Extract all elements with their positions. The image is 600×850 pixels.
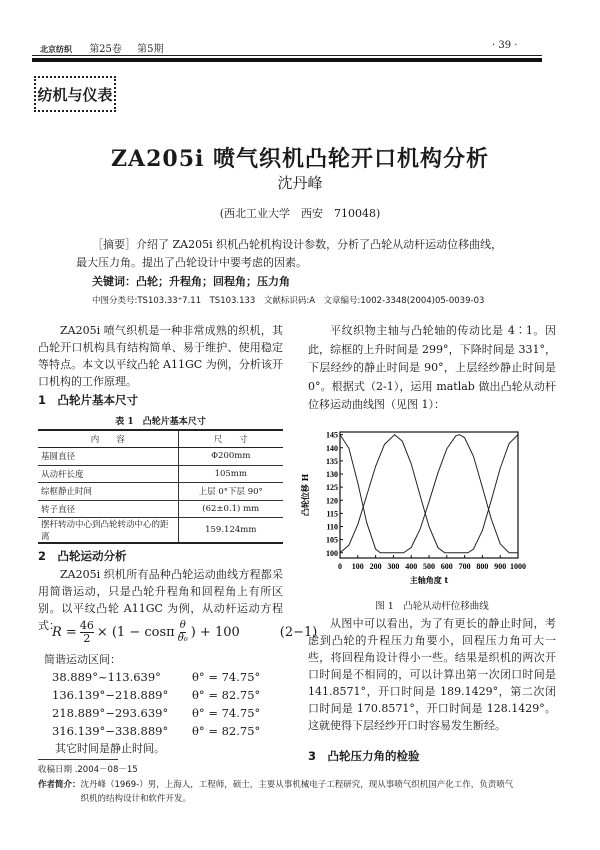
formula-mid: × (1 − cosπ bbox=[96, 625, 175, 640]
table-header: 内 容 bbox=[38, 430, 178, 448]
table-cell: 从动杆长度 bbox=[38, 465, 178, 483]
interval-range: 136.139°−218.889° bbox=[52, 688, 169, 702]
intervals-list bbox=[52, 668, 260, 740]
section-badge: 纺机与仪表 bbox=[34, 76, 116, 112]
x-tick-label: 300 bbox=[387, 562, 400, 571]
x-tick-label: 700 bbox=[458, 562, 471, 571]
table-cell: 上层 0°下层 90° bbox=[178, 483, 283, 501]
formula-rhs: ) + 100 bbox=[190, 625, 240, 640]
issue: 第5期 bbox=[137, 44, 164, 55]
footnote-rule bbox=[38, 759, 118, 760]
formula-theta0: θ₀ bbox=[177, 633, 188, 644]
formula-den: 2 bbox=[83, 632, 91, 645]
table-row bbox=[38, 500, 283, 518]
y-tick-label: 145 bbox=[326, 430, 338, 440]
interval-row bbox=[52, 686, 260, 704]
received-date: 收稿日期 .2004－08－15 bbox=[38, 765, 138, 775]
interval-angle: θ° = 74.75° bbox=[192, 706, 261, 720]
interval-range: 316.139°−338.889° bbox=[52, 724, 169, 738]
paper-title: ZA205i 喷气织机凸轮开口机构分析 bbox=[110, 146, 490, 172]
author: 沈丹峰 bbox=[277, 174, 323, 192]
interval-angle: θ° = 74.75° bbox=[192, 670, 261, 684]
table-cell: (62±0.1) mm bbox=[178, 500, 283, 518]
interval-row bbox=[52, 704, 260, 722]
table-row bbox=[38, 483, 283, 501]
y-tick-label: 125 bbox=[326, 483, 338, 493]
interval-angle: θ° = 82.75° bbox=[192, 724, 261, 738]
keywords: 关键词：凸轮；升程角；回程角；压力角 bbox=[92, 275, 290, 288]
table-cell: 综框静止时间 bbox=[38, 483, 178, 501]
y-tick-label: 105 bbox=[326, 535, 338, 545]
table-cell: 转子直径 bbox=[38, 500, 178, 518]
header-rule-thick bbox=[32, 58, 542, 62]
ratio-paragraph: 平纹织物主轴与凸轮轴的传动比是 4∶1。因此，综框的上升时间是 299°，下降时间是 331°，下层经纱的静止时间是 90°，上层经纱静止时间是 0°。根据式（2-1），运用 matlab 做出凸轮从动杆位移运动曲线图（见图 1）： bbox=[308, 324, 556, 411]
y-tick-label: 110 bbox=[326, 522, 338, 532]
intro-paragraph: ZA205i 喷气织机是一种非常成熟的织机，其凸轮开口机构具有结构简单、易于维护、使用稳定等特点。本文以平纹凸轮 A11GC 为例，分析该开口机构的工作原理。 bbox=[38, 324, 283, 388]
author-bio bbox=[38, 778, 558, 806]
journal-name: 北京纺织 bbox=[40, 45, 72, 54]
table-cell: 摆杆转动中心到凸轮转动中心的距离 bbox=[38, 518, 178, 544]
heading-3: 3 凸轮压力角的检验 bbox=[308, 749, 420, 763]
interval-row bbox=[52, 722, 260, 740]
motion-paragraph: ZA205i 织机所有品种凸轮运动曲线方程都采用简谐运动，只是凸轮升程角和回程角上有所区别。以平纹凸轮 A11GC 为例，从动杆运动方程式： bbox=[38, 568, 283, 632]
header-rule bbox=[32, 55, 542, 56]
y-tick-label: 135 bbox=[326, 456, 338, 466]
analysis-paragraph: 从图中可以看出，为了有更长的静止时间，考虑到凸轮的升程压力角要小，回程压力角可大一些，将回程角设计得小一些。结果是织机的两次开口时间是不相同的，可以计算出第一次闭口时间是 141.8571°，开口时间是 189.1429°，第二次闭口时间是 170.8571°，开口时间是 128.1429°。这就使得下层经纱开口时容易发生断经。 bbox=[308, 617, 556, 732]
x-tick-label: 500 bbox=[423, 562, 435, 571]
abstract-line1: ［摘要］介绍了 ZA205i 织机凸轮机构设计参数，分析了凸轮从动杆运动位移曲线， bbox=[92, 238, 503, 251]
x-tick-label: 400 bbox=[405, 562, 418, 571]
x-tick-label: 600 bbox=[440, 562, 453, 571]
formula-num: 46 bbox=[79, 619, 94, 632]
volume: 第25卷 bbox=[89, 44, 122, 55]
interval-range: 218.889°−293.639° bbox=[52, 706, 169, 720]
interval-angle: θ° = 82.75° bbox=[192, 688, 261, 702]
table-header: 尺 寸 bbox=[178, 430, 283, 448]
table-row bbox=[38, 465, 283, 483]
formula-theta: θ bbox=[179, 620, 186, 631]
bio-text: 沈丹峰（1969-）男，上海人，工程师，硕士，主要从事机械电子工程研究，现从事喷气织机国产化工作，负责喷气织机的结构设计和软件开发。 bbox=[80, 780, 514, 804]
table-row bbox=[38, 518, 283, 544]
y-axis-label: 凸轮位移 H bbox=[300, 473, 310, 517]
interval-range: 38.889°~113.639° bbox=[52, 670, 161, 684]
table-cell: 105mm bbox=[178, 465, 283, 483]
figure-caption: 图 1 凸轮从动杆位移曲线 bbox=[375, 601, 489, 612]
table-cell: Φ200mm bbox=[178, 448, 283, 466]
page-number: · 39 · bbox=[492, 40, 518, 51]
table-cell: 159.124mm bbox=[178, 518, 283, 544]
heading-1: 1 凸轮片基本尺寸 bbox=[38, 393, 139, 407]
table-row bbox=[38, 448, 283, 466]
classification: 中图分类号:TS103.33⁺7.11 TS103.133 文献标识码:A 文章编号:1002-3348(2004)05-0039-03 bbox=[92, 296, 485, 306]
table-caption: 表 1 凸轮片基本尺寸 bbox=[115, 417, 206, 427]
y-tick-label: 115 bbox=[326, 509, 338, 519]
x-tick-label: 100 bbox=[351, 562, 364, 571]
abstract-line2: 最大压力角。提出了凸轮设计中要考虑的因素。 bbox=[76, 256, 307, 269]
rest-text: 其它时间是静止时间。 bbox=[55, 742, 165, 755]
x-tick-label: 0 bbox=[338, 562, 342, 571]
displacement-chart bbox=[296, 418, 536, 596]
x-axis-label: 主轴角度 t bbox=[409, 575, 449, 585]
formula-lhs: R = bbox=[52, 625, 77, 640]
table-cell: 基圆直径 bbox=[38, 448, 178, 466]
formula bbox=[52, 620, 317, 645]
y-tick-label: 120 bbox=[326, 496, 338, 506]
running-header bbox=[40, 40, 163, 55]
affiliation: (西北工业大学 西安 710048) bbox=[219, 207, 381, 220]
table-header-row bbox=[38, 430, 283, 448]
y-tick-label: 130 bbox=[326, 470, 338, 479]
y-tick-label: 140 bbox=[326, 443, 338, 453]
x-tick-label: 800 bbox=[476, 562, 489, 571]
bio-label: 作者简介： bbox=[38, 780, 81, 790]
x-tick-label: 1000 bbox=[510, 562, 526, 571]
intervals-label: 简谐运动区间： bbox=[44, 653, 121, 666]
interval-row bbox=[52, 668, 260, 686]
dimensions-table bbox=[38, 429, 283, 544]
y-tick-label: 100 bbox=[326, 548, 338, 558]
x-tick-label: 900 bbox=[494, 562, 507, 571]
heading-2: 2 凸轮运动分析 bbox=[38, 549, 127, 563]
formula-label: (2−1) bbox=[279, 625, 318, 640]
x-tick-label: 200 bbox=[369, 562, 382, 571]
